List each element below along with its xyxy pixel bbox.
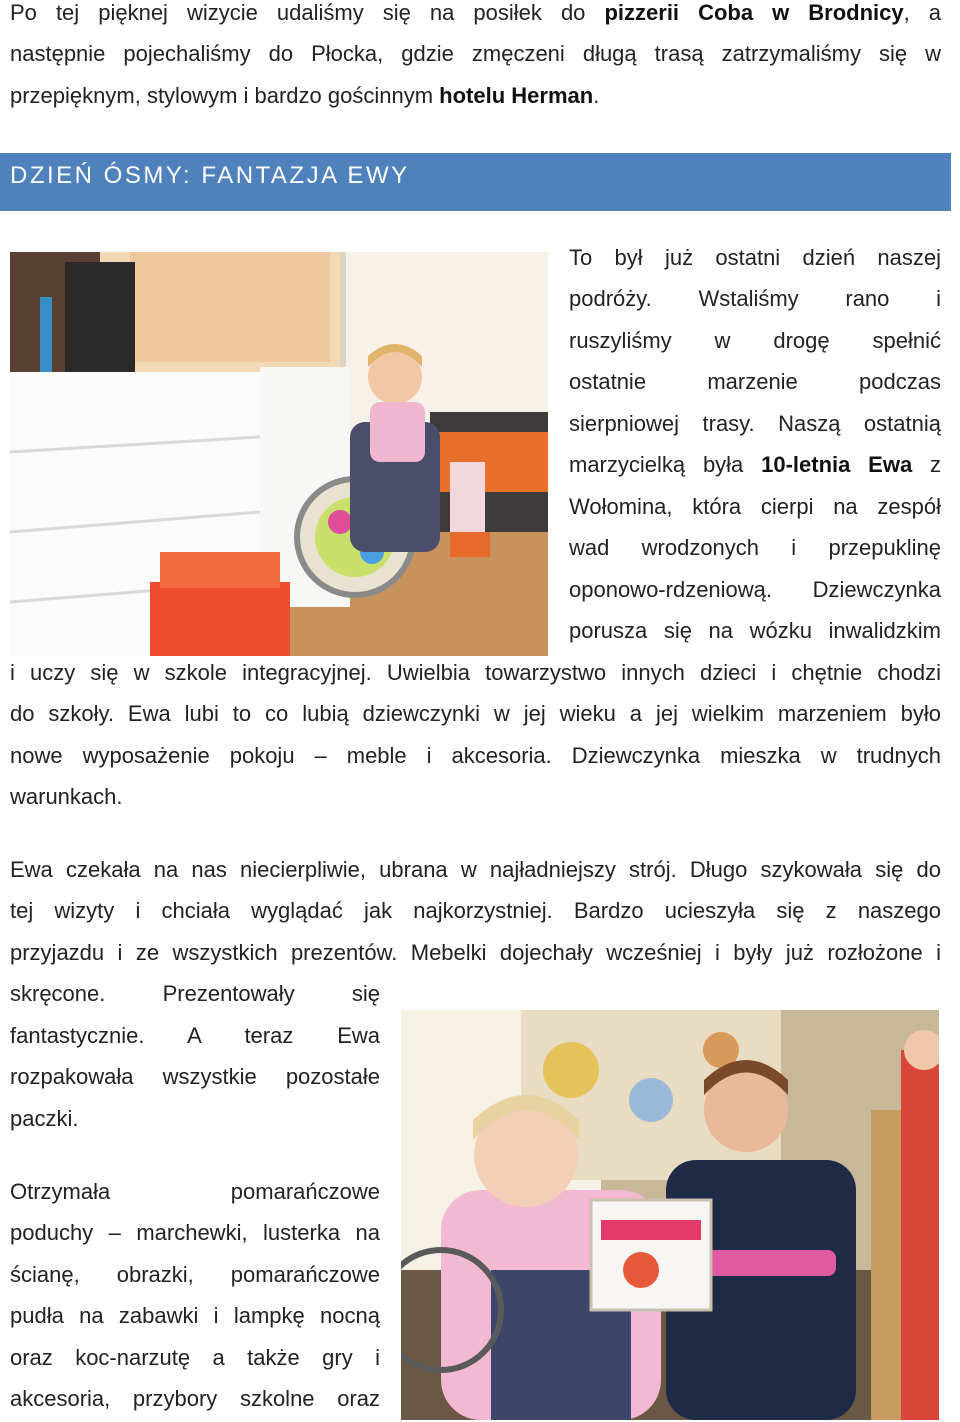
photo-girl-wheelchair-room — [10, 252, 548, 656]
para1-line-14: warunkach. — [10, 784, 123, 809]
para1-line-2: podróży. Wstaliśmy rano i — [569, 286, 941, 311]
para1-line-10: porusza się na wózku inwalidzkim — [569, 618, 941, 643]
para3-line-5: oraz koc-narzutę a także gry i — [10, 1345, 380, 1370]
intro-line-1: Po tej pięknej wizycie udaliśmy się na posiłek do pizzerii Coba w Brodnicy, a — [10, 0, 942, 25]
para1-line-8: wad wrodzonych i przepuklinę — [569, 535, 941, 560]
photo-girl-with-gift — [401, 1010, 939, 1420]
para1-line-9: oponowo-rdzeniową. Dziewczynka — [569, 577, 941, 602]
para3-line-1: Otrzymała pomarańczowe — [10, 1179, 380, 1204]
para3-line-6: akcesoria, przybory szkolne oraz — [10, 1386, 380, 1411]
intro-line-2: następnie pojechaliśmy do Płocka, gdzie zmęczeni długą trasą zatrzymaliśmy się w — [10, 41, 941, 66]
para1-line-3: ruszyliśmy w drogę spełnić — [569, 328, 941, 353]
para2-line-6: rozpakowała wszystkie pozostałe — [10, 1064, 380, 1089]
para1-line-6: marzycielką była 10-letnia Ewa z — [569, 452, 942, 477]
para2-line-4: skręcone. Prezentowały się — [10, 981, 380, 1006]
para1-line-5: sierpniowej trasy. Naszą ostatnią — [569, 411, 941, 436]
para1-line-7: Wołomina, która cierpi na zespół — [569, 494, 941, 519]
para2-line-3: przyjazdu i ze wszystkich prezentów. Mebelki dojechały wcześniej i były już rozłożone i — [10, 940, 941, 965]
para2-line-5: fantastycznie. A teraz Ewa — [10, 1023, 380, 1048]
para3-line-2: poduchy – marchewki, lusterka na — [10, 1220, 380, 1245]
para1-line-1: To był już ostatni dzień naszej — [569, 245, 941, 270]
para1-line-13: nowe wyposażenie pokoju – meble i akcesoria. Dziewczynka mieszka w trudnych — [10, 743, 941, 768]
para2-line-7: paczki. — [10, 1106, 79, 1131]
para3-line-4: pudła na zabawki i lampkę nocną — [10, 1303, 380, 1328]
section-title: DZIEŃ ÓSMY: FANTAZJA EWY — [10, 162, 410, 189]
para3-line-3: ścianę, obrazki, pomarańczowe — [10, 1262, 380, 1287]
para1-line-12: do szkoły. Ewa lubi to co lubią dziewczynki w jej wieku a jej wielkim marzeniem było — [10, 701, 941, 726]
para2-line-2: tej wizyty i chciała wyglądać jak najkorzystniej. Bardzo ucieszyła się z naszego — [10, 898, 941, 923]
para1-line-4: ostatnie marzenie podczas — [569, 369, 941, 394]
intro-line-3: przepięknym, stylowym i bardzo gościnnym hotelu Herman. — [10, 83, 600, 108]
para1-line-11: i uczy się w szkole integracyjnej. Uwielbia towarzystwo innych dzieci i chętnie chodzi — [10, 660, 941, 685]
para2-line-1: Ewa czekała na nas niecierpliwie, ubrana w najładniejszy strój. Długo szykowała się do — [10, 857, 941, 882]
